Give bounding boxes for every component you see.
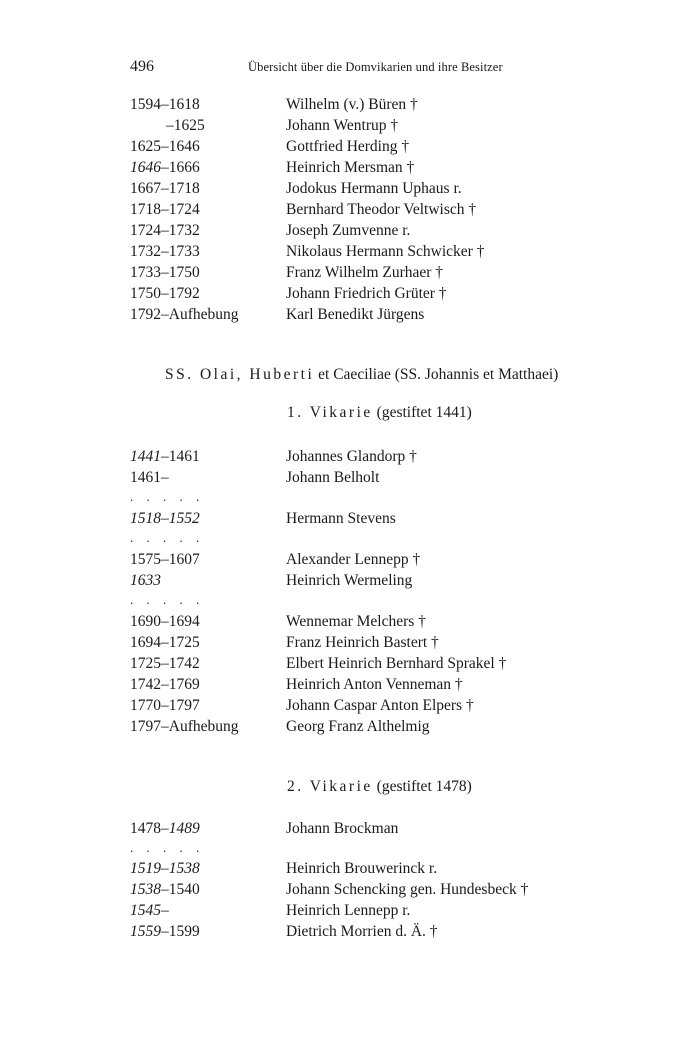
page-number: 496: [130, 58, 154, 75]
ellipsis-gap: . . . . .: [130, 530, 205, 545]
ellipsis-gap: . . . . .: [130, 592, 205, 607]
vikarie-1-heading: 1. Vikarie (gestiftet 1441): [287, 404, 472, 421]
vikarie-2-heading: 2. Vikarie (gestiftet 1478): [287, 778, 472, 795]
ellipsis-gap: . . . . .: [130, 840, 205, 855]
page-header: [130, 58, 650, 78]
document-page: 496 Übersicht über die Domvikarien und ihre Besitzer 1594–1618 Wilhelm (v.) Büren † –1625 Johann Wentrup † 1625–1646 Gottfried Herding † 1646–1666 Heinrich Mersman † 1667–1718 Jodokus Hermann Uphaus r. 1718–1724 Bernhard Theodor Veltwisch † 1724–1732 Joseph Zumvenne r. 1732–1733 Nikolaus Hermann Schwicker † 1733–1750 Franz Wilhelm Zurhaer † 1750–1792 Johann Friedrich Grüter † 1792–Aufhebung Karl Benedikt Jürgens SS. Olai, Huberti et Caeciliae (SS. Johannis et Matthaei) 1. Vikarie (gestiftet 1441) 1441–1461 Johannes Glandorp † 1461– Johann Belholt . . . . . 1518–1552 Hermann Stevens . . . . . 1575–1607 Alexander Lennepp † 1633 Heinrich Wermeling . . . . . 1690–1694 Wennemar Melchers † 1694–1725 Franz Heinrich Bastert † 1725–1742 Elbert Heinrich Bernhard Sprakel † 1742–1769 Heinrich Anton Venneman † 1770–1797 Johann Caspar Anton Elpers † 1797–Aufhebung Georg Franz Althelmig 2. Vikarie (gestiftet 1478) 1478–1489 Johann Brockman . . . . . 1519–1538 Heinrich Brouwerinck r. 1538–1540 Johann Schencking gen. Hundesbeck † 1545– Heinrich Lennepp r. 1559–1599 Dietrich Morrien d. Ä. †: [0, 0, 700, 1048]
section-title: SS. Olai, Huberti et Caeciliae (SS. Johannis et Matthaei): [165, 366, 559, 383]
running-title: Übersicht über die Domvikarien und ihre Besitzer: [248, 60, 503, 74]
ellipsis-gap: . . . . .: [130, 489, 205, 504]
